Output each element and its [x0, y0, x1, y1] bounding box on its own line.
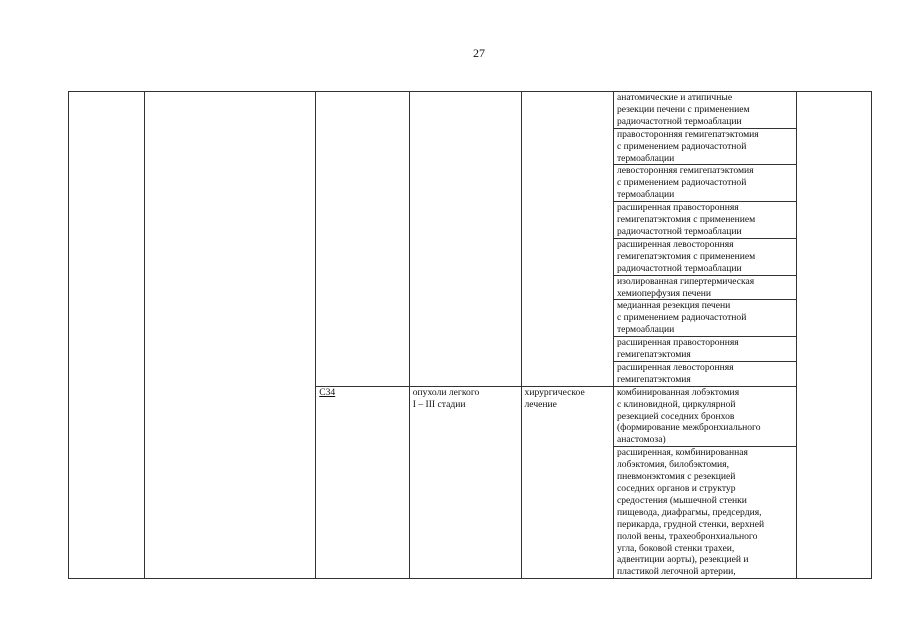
- text-line: расширенная правосторонняя: [616, 337, 739, 349]
- text-line: расширенная левосторонняя: [616, 361, 734, 373]
- text-line: адвентиции аорты), резекцией и: [616, 554, 749, 566]
- page-number: 27: [473, 46, 485, 60]
- treatment-cell: [521, 386, 613, 579]
- method-cell: [613, 275, 796, 300]
- text-line: расширенная, комбинированная: [616, 447, 748, 459]
- method-cell: [613, 238, 796, 275]
- text-line: гемигепатэктомия с применением: [616, 250, 756, 262]
- text-line: с применением радиочастотной: [616, 177, 747, 189]
- text-line: термоаблации: [616, 324, 675, 336]
- text-line: с применением радиочастотной: [616, 312, 747, 324]
- text-line: термоаблации: [616, 189, 675, 201]
- text-line: опухоли легкого: [412, 386, 480, 398]
- text-line: термоаблации: [616, 152, 675, 164]
- method-cell: [613, 361, 796, 386]
- text-line: угла, боковой стенки трахеи,: [616, 542, 735, 554]
- text-line: резекцией соседних бронхов: [616, 410, 735, 422]
- text-line: гемигепатэктомия: [616, 349, 691, 361]
- text-line: расширенная левосторонняя: [616, 238, 734, 250]
- method-cell: [613, 386, 796, 447]
- treatment-cell: [521, 92, 613, 387]
- diagnosis-code: C34: [319, 386, 336, 398]
- text-line: с клиновидной, циркулярной: [616, 398, 736, 410]
- text-line: соседних органов и структур: [616, 483, 736, 494]
- text-line: резекции печени с применением: [616, 103, 750, 115]
- text-line: радиочастотной термоаблации: [616, 262, 742, 274]
- text-line: пищевода, диафрагмы, предсердия,: [616, 506, 762, 518]
- text-line: правосторонняя гемигепатэктомия: [616, 128, 759, 140]
- empty-cell: [145, 92, 316, 579]
- diagnosis-cell: [409, 92, 521, 387]
- method-cell: [613, 202, 796, 239]
- text-line: хемиоперфузия печени: [616, 287, 711, 299]
- text-line: средостения (мышечной стенки: [616, 494, 747, 506]
- method-cell: [613, 128, 796, 165]
- method-cell: [613, 447, 796, 579]
- text-line: хирургическое: [524, 386, 585, 398]
- text-line: анатомические и атипичные: [616, 92, 733, 103]
- text-line: изолированная гипертермическая: [616, 275, 755, 287]
- text-line: (формирование межбронхиального: [616, 422, 761, 434]
- text-line: с применением радиочастотной: [616, 140, 747, 152]
- text-line: левосторонняя гемигепатэктомия: [616, 165, 754, 177]
- method-cell: [613, 165, 796, 202]
- diagnosis-cell: [409, 386, 521, 579]
- method-cell: [613, 337, 796, 362]
- method-cell: [613, 92, 796, 129]
- text-line: пластикой легочной артерии,: [616, 566, 736, 578]
- table-row: [69, 92, 872, 129]
- text-line: медианная резекция печени: [616, 300, 731, 312]
- code-cell: [316, 92, 410, 387]
- text-line: анастомоза): [616, 434, 666, 446]
- text-line: радиочастотной термоаблации: [616, 225, 742, 237]
- code-cell: [316, 386, 410, 579]
- text-line: перикарда, грудной стенки, верхней: [616, 518, 765, 530]
- procedures-table: [68, 91, 872, 579]
- text-line: радиочастотной термоаблации: [616, 115, 742, 127]
- text-line: комбинированная лобэктомия: [616, 386, 740, 398]
- text-line: гемигепатэктомия: [616, 373, 691, 385]
- text-line: лечение: [524, 398, 557, 410]
- text-line: лобэктомия, билобэктомия,: [616, 459, 729, 471]
- method-cell: [613, 300, 796, 337]
- text-line: пневмонэктомия с резекцией: [616, 471, 736, 483]
- text-line: гемигепатэктомия с применением: [616, 214, 756, 226]
- empty-cell: [796, 92, 871, 579]
- text-line: расширенная правосторонняя: [616, 202, 739, 214]
- empty-cell: [69, 92, 145, 579]
- table-body: [69, 92, 872, 579]
- text-line: полой вены, трахеобронхиального: [616, 530, 758, 542]
- text-line: I – III стадии: [412, 398, 466, 410]
